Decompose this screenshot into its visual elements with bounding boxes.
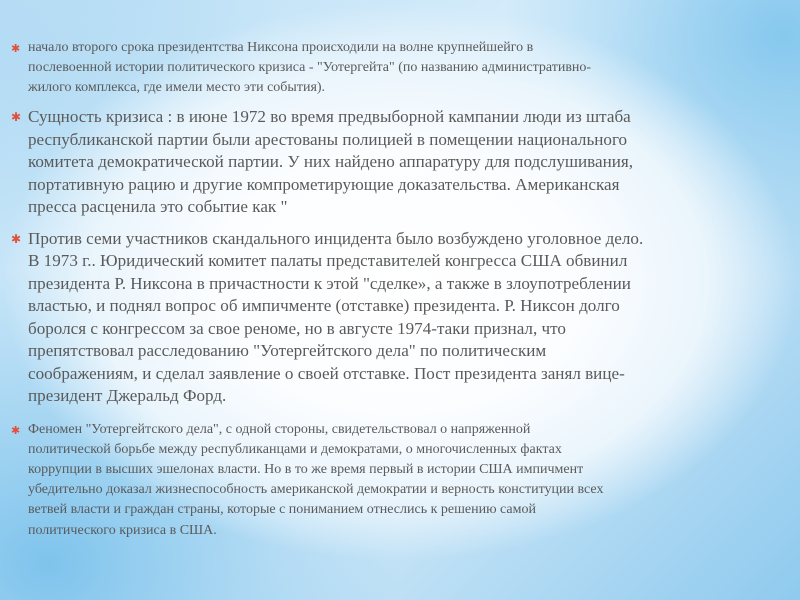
paragraph-line: политической борьбе между республиканцами и демократами, о многочисленных фактах — [28, 441, 562, 457]
paragraph-line: Сущность кризиса : в июне 1972 во время предвыборной кампании люди из штаба — [28, 107, 631, 126]
paragraph-line: В 1973 г.. Юридический комитет палаты представителей конгресса США обвинил — [28, 251, 628, 270]
paragraph-line: политического кризиса в США. — [28, 522, 217, 538]
asterisk-bullet-icon: ✱ — [11, 231, 22, 246]
asterisk-bullet-icon: ✱ — [11, 110, 22, 124]
paragraph-line: президента Р. Никсона в причастности к этой "сделке», а также в злоупотреблении — [28, 273, 631, 293]
paragraph-line: портативную рацию и другие компрометирующие доказательства. Американская — [28, 174, 620, 194]
paragraph-1 — [10, 38, 770, 98]
paragraph-line: жилого комплекса, где имели место эти события). — [28, 80, 326, 95]
paragraph-line: Феномен "Уотергейтского дела", с одной стороны, свидетельствовал о напряженной — [28, 421, 531, 437]
asterisk-bullet-icon: ✱ — [11, 42, 21, 55]
paragraph-line: боролся с конгрессом за свое реноме, но в августе 1974-таки признал, что — [28, 318, 566, 338]
paragraph-line: ветвей власти и граждан страны, которые с пониманием отнеслись к решению самой — [28, 502, 536, 518]
paragraph-line: убедительно доказал жизнеспособность американской демократии и верность конституции всех — [28, 482, 604, 498]
paragraph-line: комитета демократической партии. У них найдено аппаратуру для подслушивания, — [28, 152, 634, 171]
paragraph-line: препятствовал расследованию "Уотергейтского дела" по политическим — [28, 341, 547, 360]
paragraph-line: президент Джеральд Форд. — [28, 386, 227, 405]
paragraph-4 — [10, 420, 770, 541]
paragraph-line: властью, и поднял вопрос об импичменте (отставке) президента. Р. Никсон долго — [28, 296, 620, 315]
paragraph-line: послевоенной истории политического кризиса - "Уотергейта" (по названию административно- — [28, 60, 592, 75]
paragraph-line: республиканской партии были арестованы полицией в помещении национального — [28, 129, 628, 149]
asterisk-bullet-icon: ✱ — [11, 423, 21, 437]
paragraph-line: соображениям, и сделал заявление о своей отставке. Пост президента занял вице- — [28, 363, 625, 383]
slide-body — [10, 38, 770, 541]
paragraph-line: коррупции в высших эшелонах власти. Но в то же время первый в истории США импичмент — [28, 461, 584, 477]
paragraph-3 — [10, 228, 770, 408]
paragraph-line: пресса расценила это событие как " — [28, 197, 288, 216]
paragraph-line: начало второго срока президентства Никсона происходили на волне крупнейшейго в — [28, 40, 534, 55]
paragraph-2 — [10, 106, 770, 219]
paragraph-line: Против семи участников скандального инцидента было возбуждено уголовное дело. — [28, 228, 644, 248]
